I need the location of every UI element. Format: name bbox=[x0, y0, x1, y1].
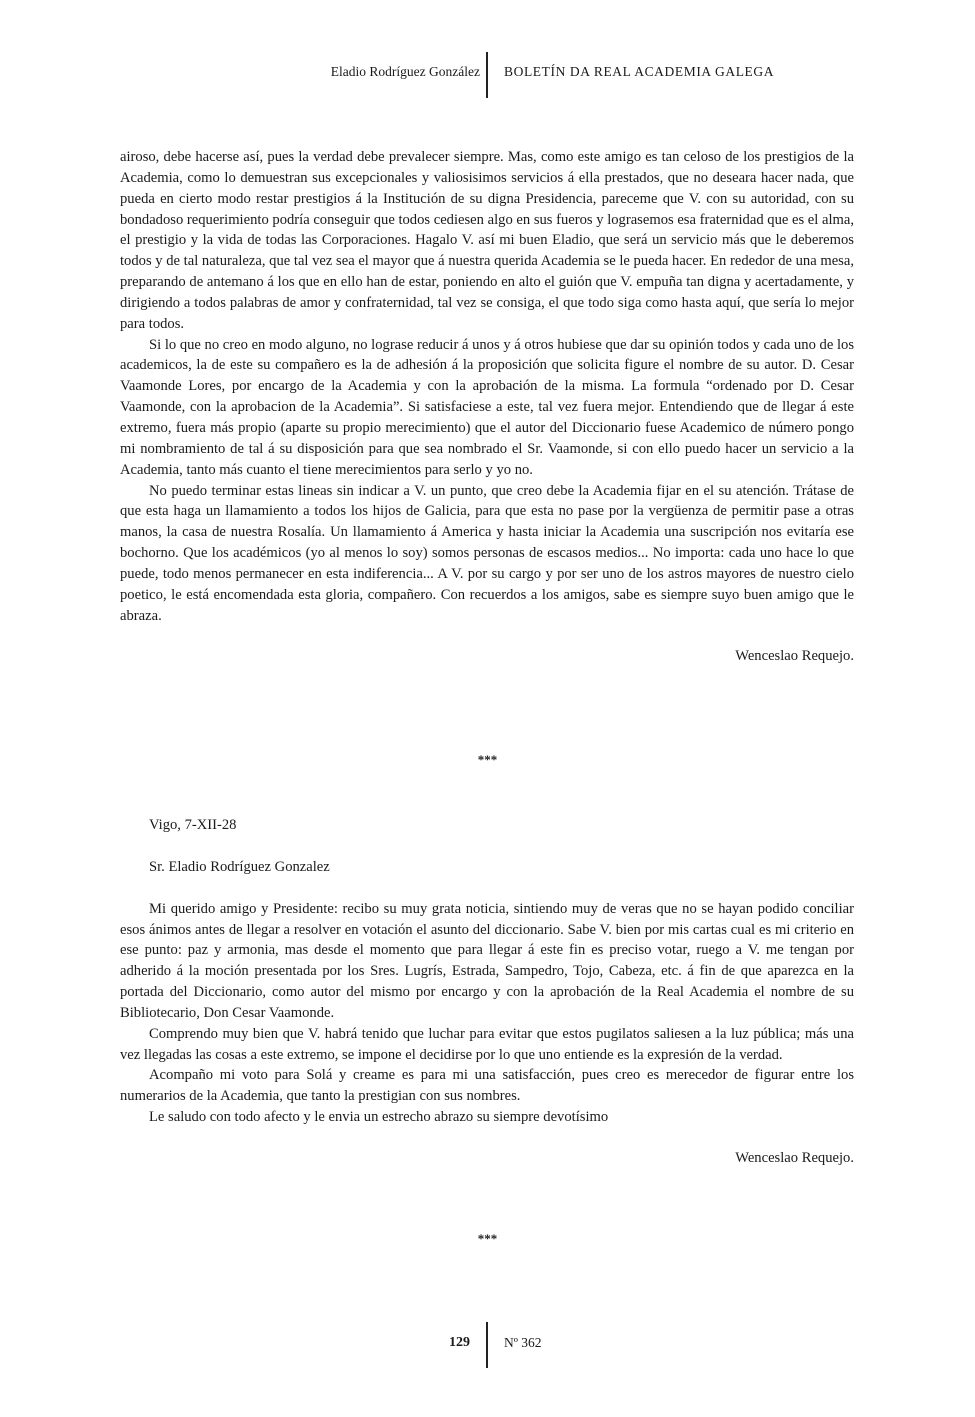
letter-1-paragraph: airoso, debe hacerse así, pues la verdad debe prevalecer siempre. Mas, como este amigo es tan celoso de los prestigios de la Academia, como lo demuestran sus excepcionales y valiosisimos servicios á ella prestados, que no deseara hacer nada, que pueda en cierto modo restar prestigios á la Institución de su digna Presidencia, pareceme que V. con su autoridad, con su bondadoso requerimiento podría conseguir que todos cediesen algo en sus fueros y lograsemos esa fraternidad que es el alma, el prestigio y la vida de todas las Corporaciones. Hagalo V. así mi buen Eladio, que será un servicio más que le deberemos todos y de tal naturaleza, que tal vez sea el mayor que á nuestra querida Academia se le pueda hacer. En rededor de una mesa, preparando de antemano á los que en ello han de estar, poniendo en alto el guión que V. empuña tan digna y acertadamente, y dirigiendo a todos palabras de amor y confraternidad, tal vez se consiga, el que todo siga como hasta aquí, que sería lo mejor para todos. bbox=[120, 149, 854, 332]
letter-2-paragraph: Le saludo con todo afecto y le envia un estrecho abrazo su siempre devotísimo bbox=[149, 1109, 609, 1126]
letter-2-salutation: Sr. Eladio Rodríguez Gonzalez bbox=[149, 858, 330, 875]
section-separator: *** bbox=[477, 752, 498, 767]
letter-2-place-date: Vigo, 7-XII-28 bbox=[149, 817, 237, 833]
issue-number: Nº 362 bbox=[504, 1335, 542, 1350]
letter-1-signature: Wenceslao Requejo. bbox=[735, 648, 854, 665]
section-separator: *** bbox=[477, 1231, 498, 1246]
header-author: Eladio Rodríguez González bbox=[330, 64, 480, 79]
letter-2-paragraph: Mi querido amigo y Presidente: recibo su muy grata noticia, sintiendo muy de veras que no se hayan podido conciliar esos ánimos antes de llegar a resolver en votación el asunto del diccionario. Sabe V. bien por mis cartas cual es mi criterio en ese punto: paz y armonia, mas desde el momento que para llegar á este fin es preciso votar, ruego a V. me tengan por adherido á la moción presentada por los Sres. Lugrís, Estrada, Sampedro, Tojo, Cabeza, etc. á fin de que aparezca en la portada del Diccionario, como autor del mismo por encargo y con la aprobación de la Real Academia el nombre de su Bibliotecario, Don Cesar Vaamonde. bbox=[120, 900, 854, 1021]
letter-1-paragraph: No puedo terminar estas lineas sin indicar a V. un punto, que creo debe la Academia fijar en el su atención. Trátase de que esta haga un llamamiento a todos los hijos de Galicia, para que esta no pase por la vergüenza de permitir pase a otras manos, la casa de nuestra Rosalía. Un llamamiento á America y hasta iniciar la Academia una suscripción nos evitaría ese bochorno. Que los académicos (yo al menos lo soy) somos personas de escasos medios... No importa: cada uno hace lo que puede, todo menos permanecer en esta indiferencia... A V. por su cargo y por ser uno de los astros mayores de nuestro cielo poetico, le está encomendada esta gloria, compañero. Con recuerdos a los amigos, sabe es siempre suyo buen amigo que le abraza. bbox=[120, 482, 854, 624]
header-divider bbox=[486, 52, 488, 98]
letter-2-paragraph: Comprendo muy bien que V. habrá tenido que luchar para evitar que estos pugilatos saliesen a la luz pública; más una vez llegadas las cosas a este extremo, se impone el decidirse por lo que uno entiende es la expresión de la verdad. bbox=[120, 1025, 854, 1063]
letter-1 bbox=[120, 147, 854, 667]
running-header bbox=[0, 52, 975, 100]
letter-2-paragraph: Acompaño mi voto para Solá y creame es para mi una satisfacción, pues creo es merecedor de figurar entre los numerarios de la Academia, que tanto la prestigian con sus nombres. bbox=[120, 1067, 854, 1105]
header-journal-title: BOLETÍN DA REAL ACADEMIA GALEGA bbox=[504, 64, 775, 79]
letter-2 bbox=[120, 815, 854, 1169]
letter-2-signature: Wenceslao Requejo. bbox=[735, 1149, 854, 1166]
page-footer bbox=[0, 1322, 975, 1368]
footer-divider bbox=[486, 1322, 488, 1368]
letter-1-paragraph: Si lo que no creo en modo alguno, no lograse reducir á unos y á otros hubiese que dar su opinión todos y cada uno de los academicos, la de este su compañero es la de adhesión á la proposición que solicita figure el nombre de su autor. D. Cesar Vaamonde Lores, por encargo de la Academia y con la aprobación de la misma. La formula “ordenado por D. Cesar Vaamonde, con la aprobacion de la Academia”. Si satisfaciese a este, tal vez fuera mejor. Entendiendo que de llegar á este extremo, fuera más propio (aparte su propio merecimiento) que el autor del Diccionario fuese Academico de número pongo mi nombramiento de tal á su disposición para que sea nombrado el Sr. Vaamonde, si con ello puedo hacer un servicio a la Academia, tanto más cuanto el tiene merecimientos para serlo y yo no. bbox=[120, 336, 854, 478]
page-number: 129 bbox=[449, 1335, 470, 1350]
